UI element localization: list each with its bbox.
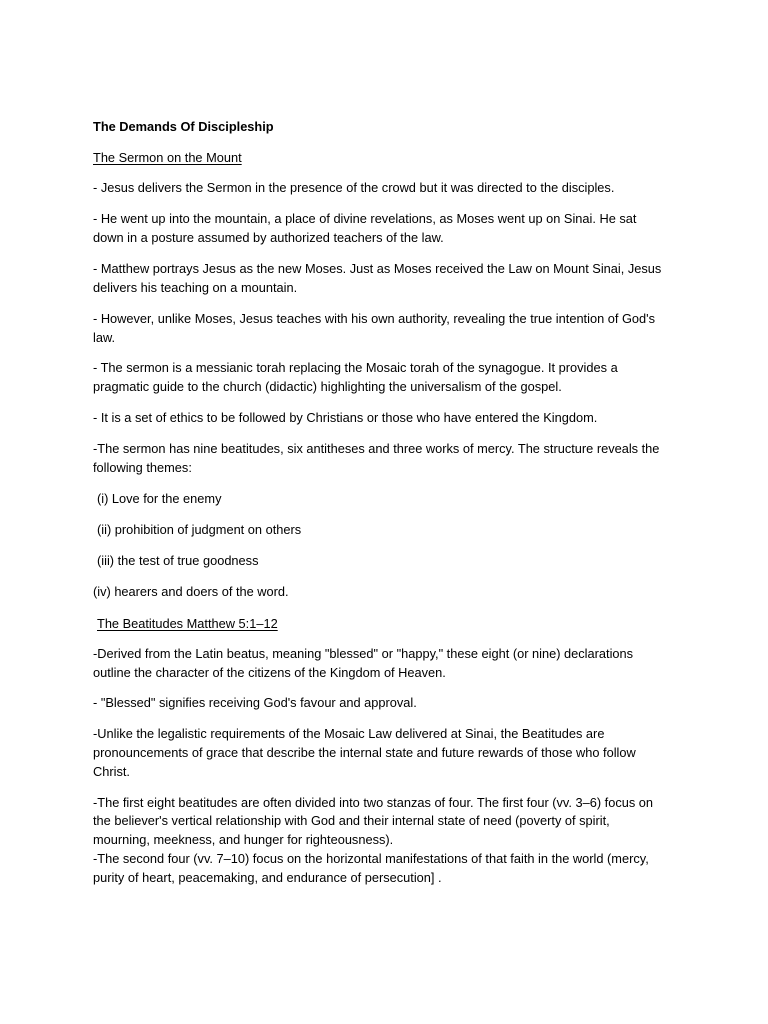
paragraph-line: - He went up into the mountain, a place of divine revelations, as Moses went up on Sinai. He sat	[93, 211, 637, 226]
paragraph-line: pragmatic guide to the church (didactic) highlighting the universalism of the gospel.	[93, 379, 562, 394]
section-heading-sermon: The Sermon on the Mount	[93, 150, 242, 165]
paragraph-line: delivers his teaching on a mountain.	[93, 280, 298, 295]
paragraph-line: mourning, meekness, and hunger for righteousness).	[93, 832, 394, 847]
paragraph-line: purity of heart, peacemaking, and endurance of persecution] .	[93, 870, 442, 885]
paragraph-line: outline the character of the citizens of the Kingdom of Heaven.	[93, 665, 446, 680]
paragraph-line: - Jesus delivers the Sermon in the presence of the crowd but it was directed to the disciples.	[93, 180, 615, 195]
paragraph-line: -Derived from the Latin beatus, meaning "blessed" or "happy," these eight (or nine) declarations	[93, 646, 634, 661]
paragraph-line: Christ.	[93, 764, 130, 779]
paragraph-line: down in a posture assumed by authorized teachers of the law.	[93, 230, 444, 245]
theme-item: (i) Love for the enemy	[97, 491, 222, 506]
paragraph-line: - However, unlike Moses, Jesus teaches with his own authority, revealing the true intention of God's	[93, 311, 656, 326]
paragraph-line: - It is a set of ethics to be followed by Christians or those who have entered the Kingdom.	[93, 410, 598, 425]
paragraph-line: following themes:	[93, 460, 192, 475]
paragraph-line: - Matthew portrays Jesus as the new Moses. Just as Moses received the Law on Mount Sinai, Jesus	[93, 261, 662, 276]
paragraph-line: the believer's vertical relationship with God and their internal state of need (poverty of spirit,	[93, 813, 610, 828]
theme-item: (ii) prohibition of judgment on others	[97, 522, 302, 537]
paragraph-line: law.	[93, 330, 116, 345]
paragraph-line: -The first eight beatitudes are often divided into two stanzas of four. The first four (vv. 3–6) focus on	[93, 795, 654, 810]
theme-item: (iii) the test of true goodness	[97, 553, 259, 568]
document-title: The Demands Of Discipleship	[93, 119, 274, 134]
section-heading-beatitudes: The Beatitudes Matthew 5:1–12	[97, 616, 278, 631]
theme-item: (iv) hearers and doers of the word.	[93, 584, 289, 599]
paragraph-line: -The second four (vv. 7–10) focus on the horizontal manifestations of that faith in the world (mercy,	[93, 851, 649, 866]
paragraph-line: -The sermon has nine beatitudes, six antitheses and three works of mercy. The structure reveals the	[93, 441, 660, 456]
paragraph-line: -Unlike the legalistic requirements of the Mosaic Law delivered at Sinai, the Beatitudes are	[93, 726, 605, 741]
paragraph-line: pronouncements of grace that describe the internal state and future rewards of those who follow	[93, 745, 636, 760]
paragraph-line: - "Blessed" signifies receiving God's favour and approval.	[93, 695, 417, 710]
paragraph-line: - The sermon is a messianic torah replacing the Mosaic torah of the synagogue. It provides a	[93, 360, 618, 375]
